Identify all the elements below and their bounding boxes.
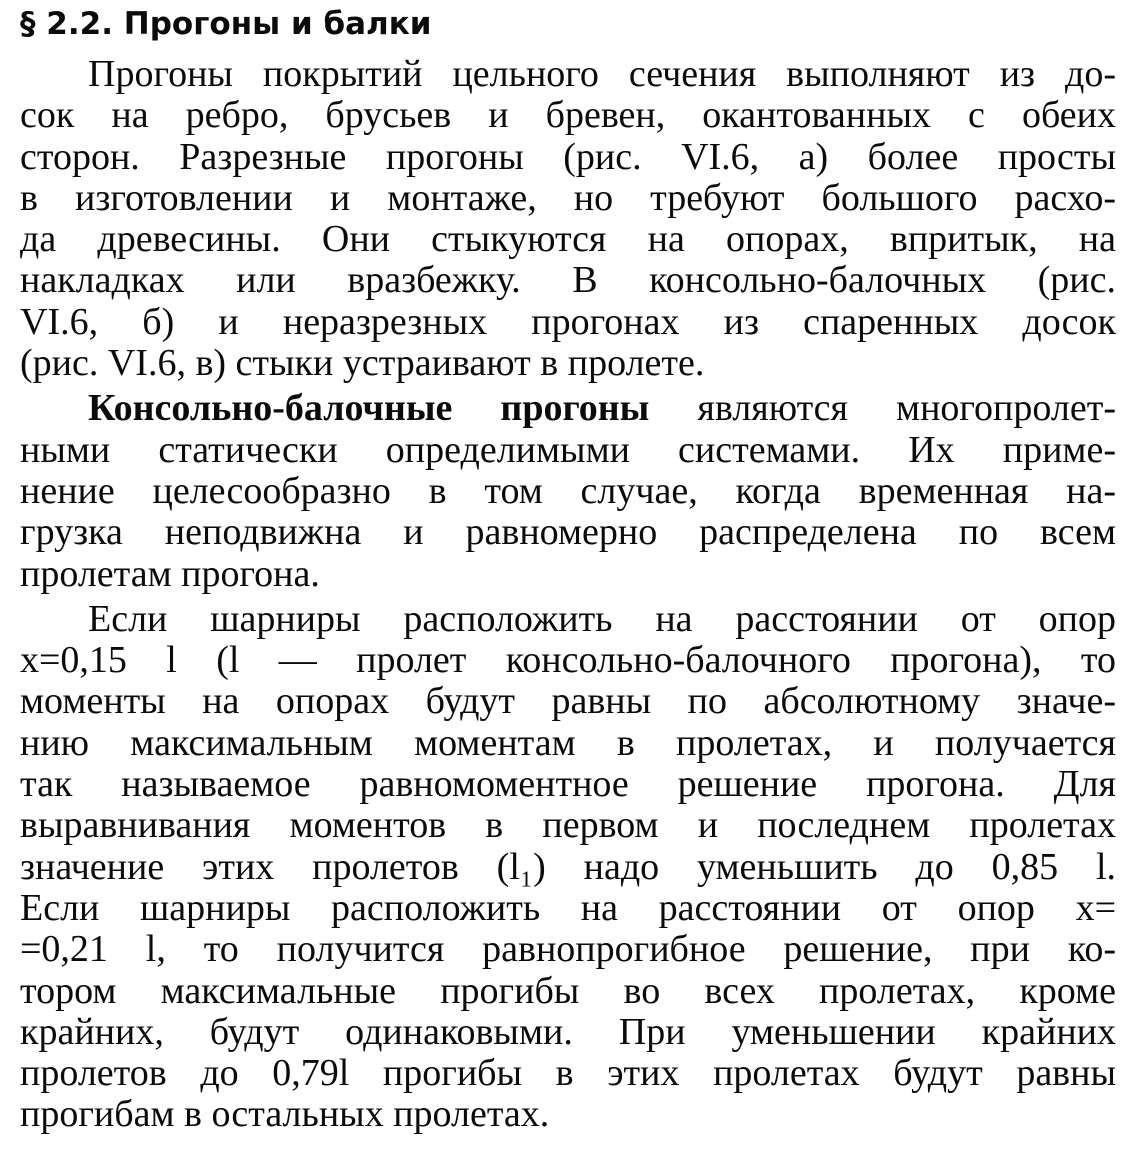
- paragraph-line: выравнивания моментов в первом и последнем пролетах: [20, 804, 1116, 847]
- paragraph-line: накладках или вразбежку. В консольно-балочных (рис.: [20, 259, 1116, 302]
- paragraph-line: сок на ребро, брусьев и бревен, окантованных с обеих: [20, 94, 1116, 137]
- paragraph-line: значение этих пролетов (l₁) надо уменьшить до 0,85 l.: [20, 845, 1116, 888]
- paragraph-line: =0,21 l, то получится равнопрогибное решение, при ко-: [20, 928, 1116, 971]
- bold-term: Консольно-балочные прогоны: [88, 387, 650, 430]
- paragraph-line: нение целесообразно в том случае, когда временная на-: [20, 469, 1116, 512]
- paragraph-line: VI.6, б) и неразрезных прогонах из спаренных досок: [20, 300, 1116, 343]
- paragraph-line-rest: являются многопролет-: [649, 387, 1116, 430]
- paragraph-line: сторон. Разрезные прогоны (рис. VI.6, а) более просты: [20, 135, 1116, 178]
- paragraph-line: да древесины. Они стыкуются на опорах, впритык, на: [20, 218, 1116, 261]
- paragraph-line: Если шарниры расположить на расстоянии от опор x=: [20, 886, 1116, 929]
- paragraph-line: прогибам в остальных пролетах.: [20, 1093, 550, 1136]
- paragraph-line: в изготовлении и монтаже, но требуют большого расхо-: [20, 176, 1116, 219]
- paragraph-line: нию максимальным моментам в пролетах, и получается: [20, 721, 1116, 764]
- paragraph-line: тором максимальные прогибы во всех пролетах, кроме: [20, 969, 1116, 1012]
- paragraph-line: моменты на опорах будут равны по абсолютному значе-: [20, 680, 1116, 723]
- paragraph-line: крайних, будут одинаковыми. При уменьшении крайних: [20, 1010, 1116, 1053]
- paragraph-line: так называемое равномоментное решение прогона. Для: [20, 763, 1116, 806]
- paragraph-1: [20, 54, 1116, 384]
- section-heading: § 2.2. Прогоны и балки: [20, 6, 432, 42]
- paragraph-3: [20, 599, 1116, 1136]
- paragraph-line: Прогоны покрытий цельного сечения выполняют из до-: [88, 53, 1116, 95]
- paragraph-line: (рис. VI.6, в) стыки устраивают в пролете.: [20, 342, 705, 385]
- paragraph-line: Если шарниры расположить на расстоянии от опор: [88, 597, 1116, 640]
- paragraph-first-line: [20, 388, 1116, 429]
- paragraph-line: x=0,15 l (l — пролет консольно-балочного прогона), то: [20, 639, 1116, 682]
- page: [20, 0, 1116, 1136]
- paragraph-line: пролетов до 0,79l прогибы в этих пролетах будут равны: [20, 1052, 1116, 1095]
- paragraph-line: пролетам прогона.: [20, 552, 320, 595]
- paragraph-2: [20, 388, 1116, 594]
- paragraph-line: грузка неподвижна и равномерно распределена по всем: [20, 511, 1116, 554]
- paragraph-line: ными статически определимыми системами. Их приме-: [20, 428, 1116, 471]
